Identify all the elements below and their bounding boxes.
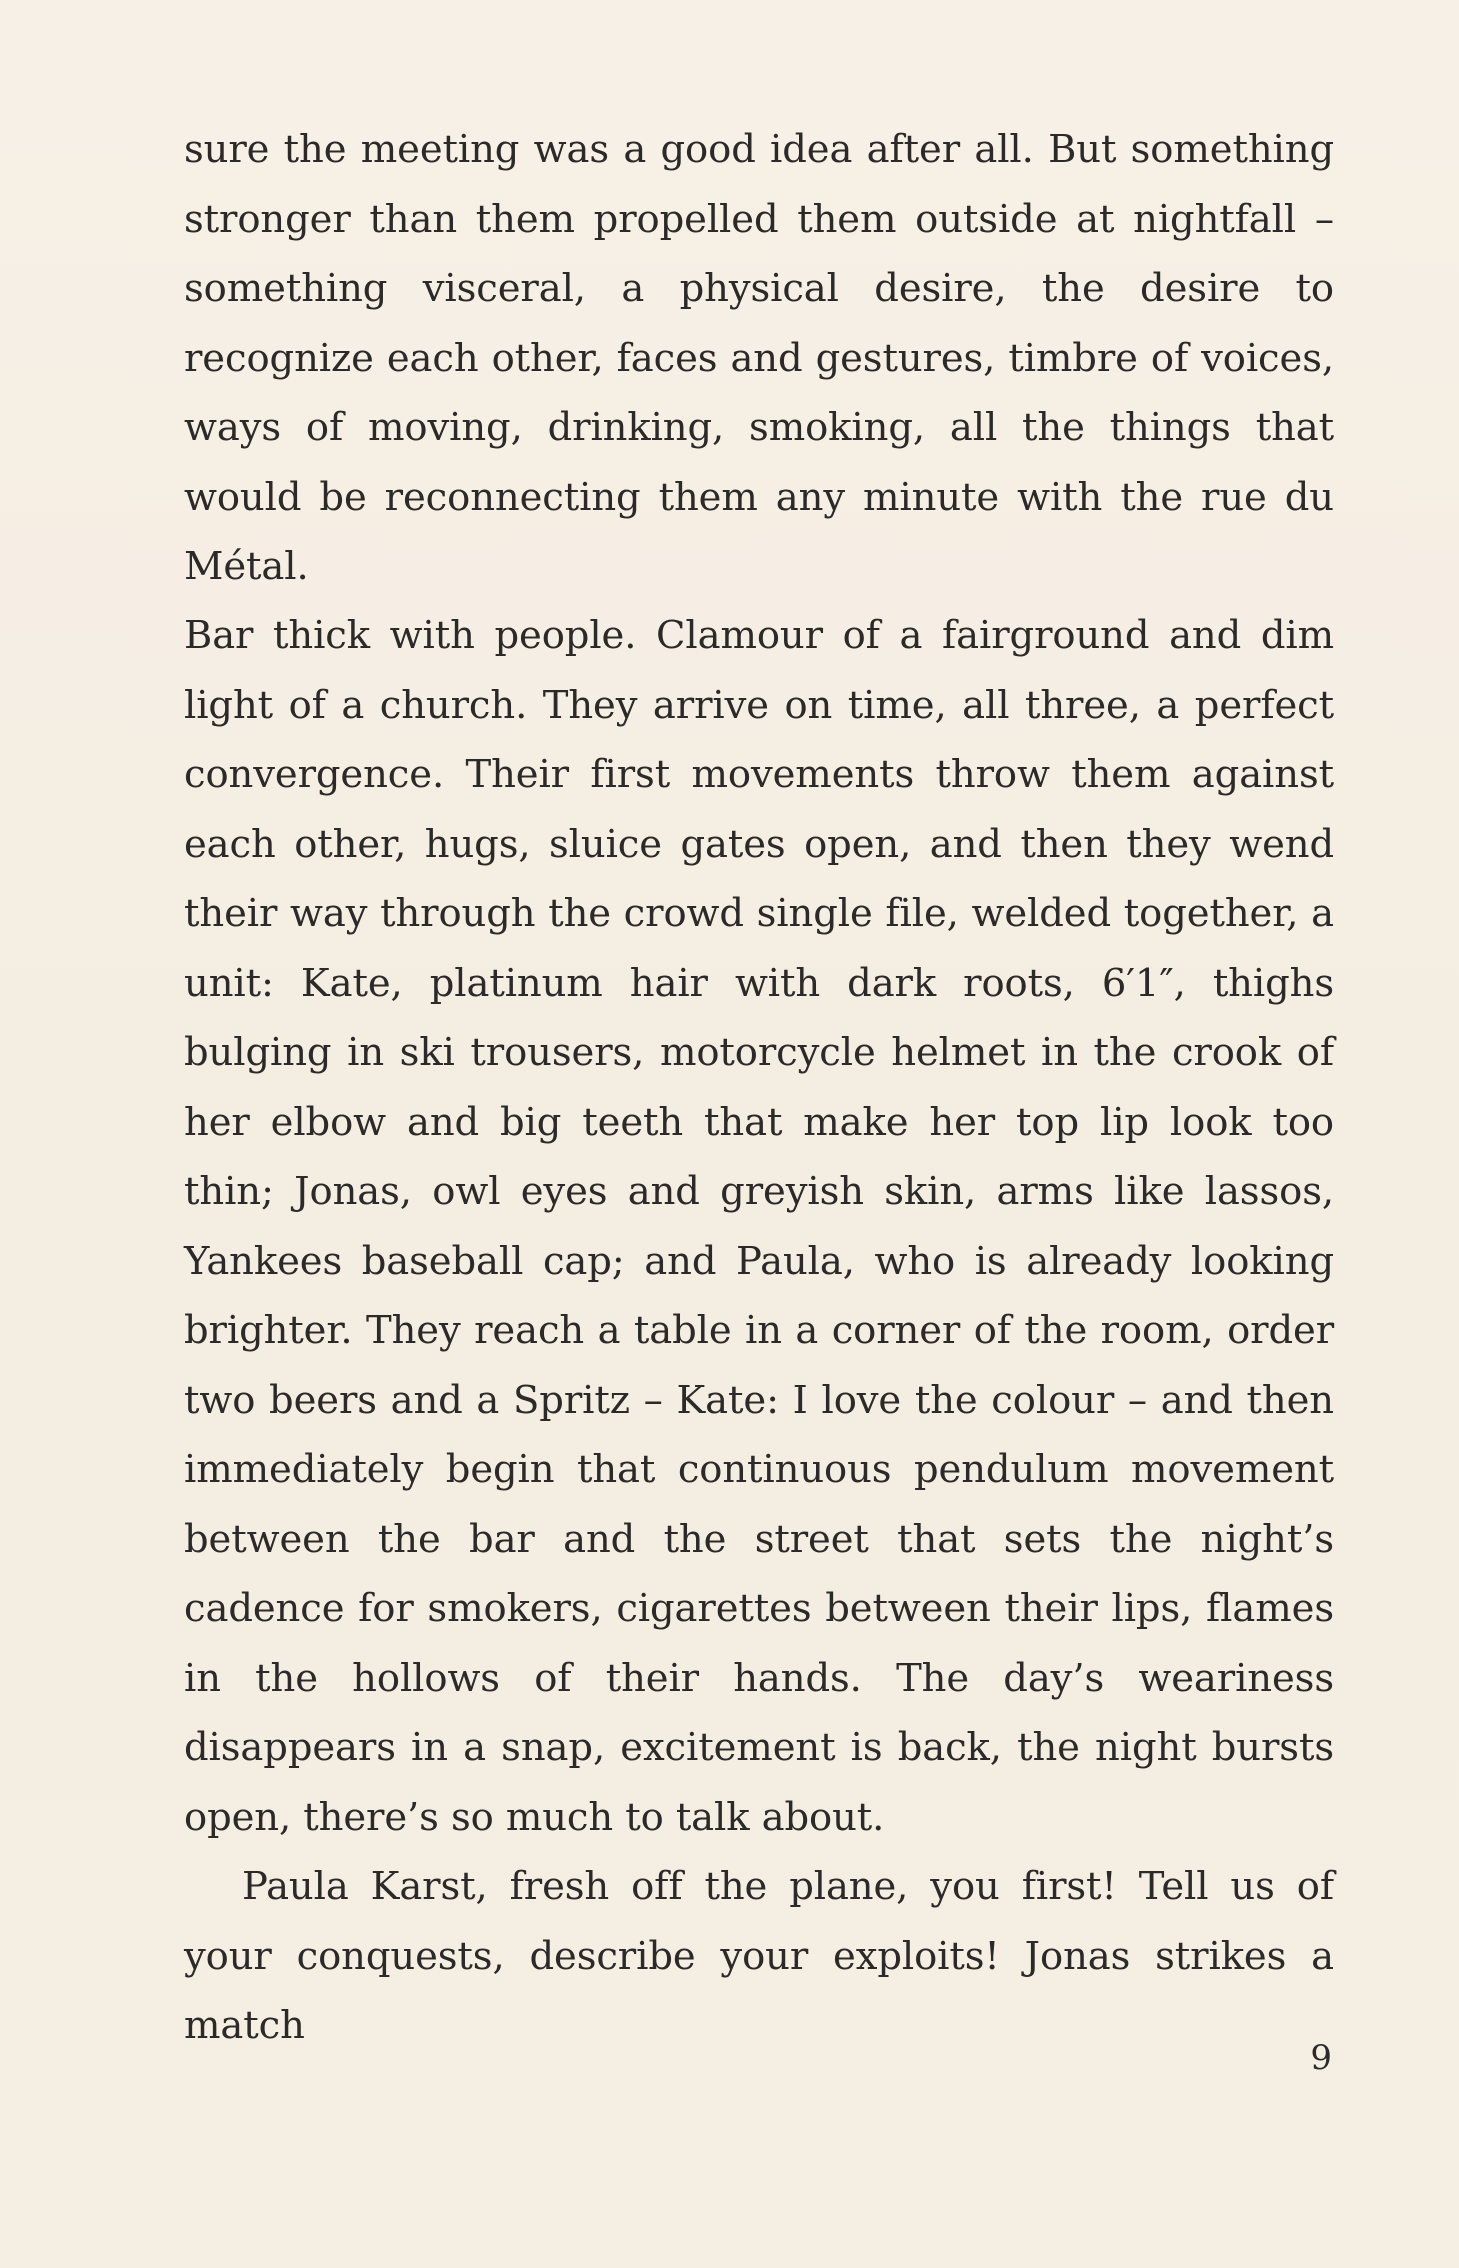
paragraph-1: sure the meeting was a good idea after all. But something stronger than them propelled them outside at nightfall – something visceral, a physical desire, the desire to recognize each other, faces and gestures, timbre of voices, ways of moving, drinking, smoking, all the things that would be reconnecting them any minute with the rue du Métal. <box>184 127 1334 589</box>
paragraph-2: Bar thick with people. Clamour of a fairground and dim light of a church. They arrive on time, all three, a perfect convergence. Their first movements throw them against each other, hugs, sluice gates open, and then they wend their way through the crowd single file, welded together, a unit: Kate, platinum hair with dark roots, 6′1″, thighs bulging in ski trousers, motorcycle helmet in the crook of her elbow and big teeth that make her top lip look too thin; Jonas, owl eyes and greyish skin, arms like lassos, Yankees baseball cap; and Paula, who is already looking brighter. They reach a table in a corner of the room, order two beers and a Spritz – Kate: I love the colour – and then immediately begin that continuous pendulum movement between the bar and the street that sets the night’s cadence for smokers, cigarettes between their lips, flames in the hollows of their hands. The day’s weariness disappears in a snap, excitement is back, the night bursts open, there’s so much to talk about. <box>184 613 1334 1840</box>
paragraph-2-container <box>184 601 1334 1852</box>
page-number: 9 <box>1310 2038 1332 2078</box>
paragraph-1-container <box>184 115 1334 602</box>
paragraph-3: Paula Karst, fresh off the plane, you first! Tell us of your conquests, describe your exploits! Jonas strikes a match <box>184 1864 1334 2048</box>
paragraph-3-container <box>184 1852 1334 2061</box>
